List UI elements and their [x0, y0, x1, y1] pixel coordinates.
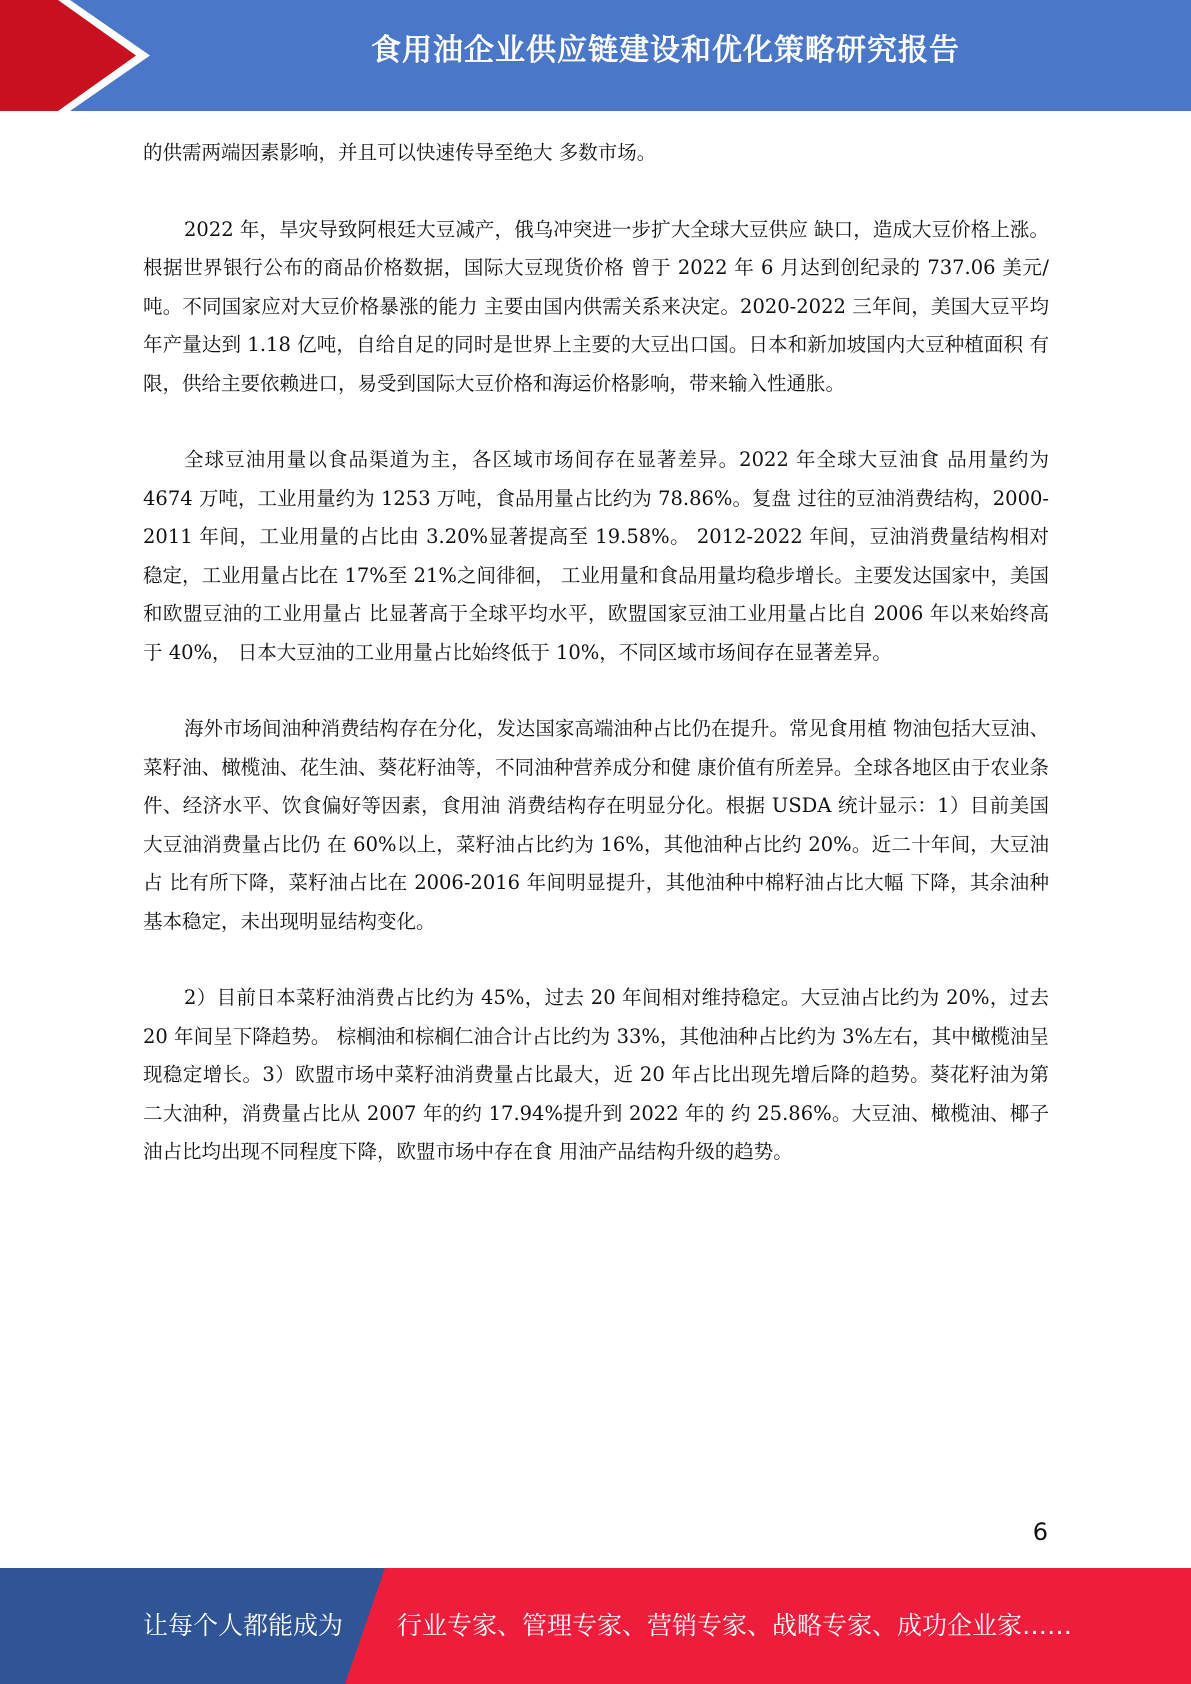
paragraph-4: 海外市场间油种消费结构存在分化，发达国家高端油种占比仍在提升。常见食用植 物油包括大豆油、菜籽油、橄榄油、花生油、葵花籽油等，不同油种营养成分和健 康价值有所差异。全球各地区由于农业条件、经济水平、饮食偏好等因素，食用油 消费结构存在明显分化。根据 USDA 统计显示：1）目前美国大豆油消费量占比仍 在 60%以上，菜籽油占比约为 16%，其他油种占比约 20%。近二十年间，大豆油占 比有所下降，菜籽油占比在 2006-2016 年间明显提升，其他油种中棉籽油占比大幅 下降，其余油种基本稳定，未出现明显结构变化。	[143, 717, 1049, 933]
header-arrow-decoration	[0, 0, 150, 111]
footer-slogan-left: 让每个人都能成为	[143, 1611, 344, 1640]
paragraph-2: 2022 年，旱灾导致阿根廷大豆减产，俄乌冲突进一步扩大全球大豆供应 缺口，造成大豆价格上涨。根据世界银行公布的商品价格数据，国际大豆现货价格 曾于 2022 年 6 月达到创纪录的 737.06 美元/吨。不同国家应对大豆价格暴涨的能力 主要由国内供需关系来决定。2020-2022 三年间，美国大豆平均年产量达到 1.18 亿吨，自给自足的同时是世界上主要的大豆出口国。日本和新加坡国内大豆种植面积 有限，供给主要依赖进口，易受到国际大豆价格和海运价格影响，带来输入性通胀。	[143, 217, 1049, 395]
body-content	[143, 134, 1049, 1210]
arrow-red-fill	[0, 0, 136, 111]
paragraph-1: 的供需两端因素影响，并且可以快速传导至绝大 多数市场。	[143, 141, 657, 164]
header-banner	[0, 0, 1191, 111]
page-number: 6	[1032, 1518, 1048, 1546]
footer-banner	[0, 1568, 1191, 1684]
report-title: 食用油企业供应链建设和优化策略研究报告	[371, 33, 960, 68]
paragraph-5: 2）目前日本菜籽油消费占比约为 45%，过去 20 年间相对维持稳定。大豆油占比约为 20%，过去 20 年间呈下降趋势。 棕榈油和棕榈仁油合计占比约为 33%，其他油种占比约为 3%左右，其中橄榄油呈 现稳定增长。3）欧盟市场中菜籽油消费量占比最大，近 20 年占比出现先增后降的趋势。葵花籽油为第二大油种，消费量占比从 2007 年的约 17.94%提升到 2022 年的 约 25.86%。大豆油、橄榄油、椰子油占比均出现不同程度下降，欧盟市场中存在食 用油产品结构升级的趋势。	[143, 986, 1049, 1163]
paragraph-3: 全球豆油用量以食品渠道为主，各区域市场间存在显著差异。2022 年全球大豆油食 品用量约为 4674 万吨，工业用量约为 1253 万吨，食品用量占比约为 78.86%。复盘 过往的豆油消费结构，2000-2011 年间，工业用量的占比由 3.20%显著提高至 19.58%。 2012-2022 年间，豆油消费量结构相对稳定，工业用量占比在 17%至 21%之间徘徊， 工业用量和食品用量均稳步增长。主要发达国家中，美国和欧盟豆油的工业用量占 比显著高于全球平均水平，欧盟国家豆油工业用量占比自 2006 年以来始终高于 40%， 日本大豆油的工业用量占比始终低于 10%，不同区域市场间存在显著差异。	[143, 448, 1049, 664]
footer-slogan-right: 行业专家、管理专家、营销专家、战略专家、成功企业家……	[397, 1611, 1073, 1640]
